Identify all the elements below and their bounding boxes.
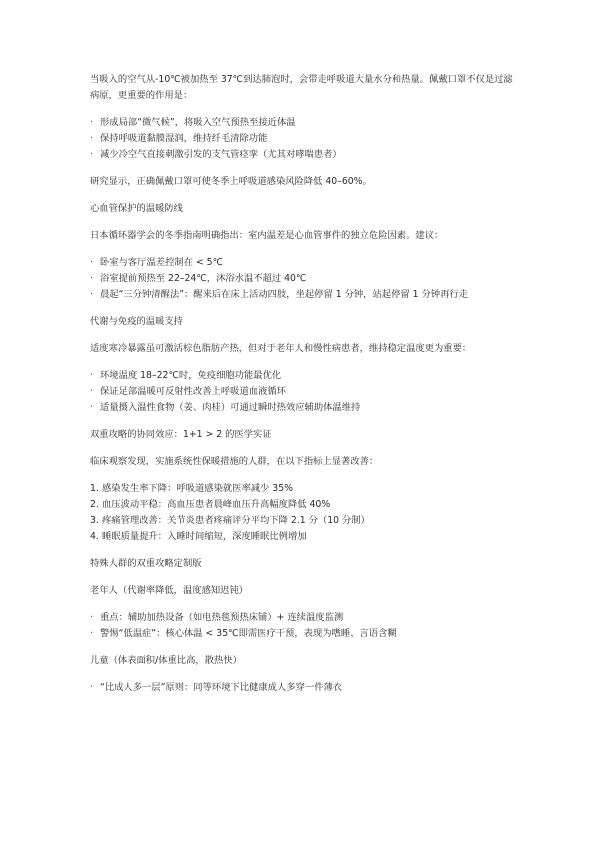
list-item: · 重点：辅助加热设备（如电热毯预热床铺）+ 连续温度监测 <box>90 612 344 623</box>
section-heading-metabolic: 代谢与免疫的温暖支持 <box>90 316 183 327</box>
section-heading-special: 特殊人群的双重攻略定制版 <box>90 558 202 569</box>
subheading-elderly: 老年人（代谢率降低，温度感知迟钝） <box>90 585 249 596</box>
list-item: 1. 感染发生率下降：呼吸道感染就医率减少 35% <box>90 483 293 494</box>
cardio-paragraph: 日本循环器学会的冬季指南明确指出：室内温差是心血管事件的独立危险因素。建议： <box>90 230 444 241</box>
section-heading-cardio: 心血管保护的温暖防线 <box>90 203 183 214</box>
section-heading-synergy: 双重攻略的协同效应：1+1 > 2 的医学实证 <box>90 429 272 440</box>
children-list <box>90 680 520 696</box>
mask-benefits-list <box>90 115 520 163</box>
list-item: · “比成人多一层”原则：同等环境下比健康成人多穿一件薄衣 <box>90 682 343 693</box>
list-item: 3. 疼痛管理改善：关节炎患者疼痛评分平均下降 2.1 分（10 分制） <box>90 515 370 526</box>
intro-paragraph: 当吸入的空气从-10℃被加热至 37℃到达肺泡时，会带走呼吸道大量水分和热量。佩戴口罩不仅是过滤病原，更重要的作用是： <box>90 74 513 101</box>
list-item: · 浴室提前预热至 22–24℃，沐浴水温不超过 40℃ <box>90 273 307 284</box>
metabolic-list <box>90 368 520 416</box>
synergy-paragraph: 临床观察发现，实施系统性保暖措施的人群，在以下指标上显著改善： <box>90 456 379 467</box>
list-item: · 环境温度 18–22℃时，免疫细胞功能最优化 <box>90 370 282 381</box>
list-item: · 卧室与客厅温差控制在 < 5℃ <box>90 257 224 268</box>
list-item: · 保证足部温暖可反射性改善上呼吸道血液循环 <box>90 386 286 397</box>
research-paragraph: 研究显示，正确佩戴口罩可使冬季上呼吸道感染风险降低 40–60%。 <box>90 176 372 187</box>
list-item: 4. 睡眠质量提升：入睡时间缩短，深度睡眠比例增加 <box>90 531 307 542</box>
synergy-results-list <box>90 481 520 545</box>
list-item: · 适量摄入温性食物（姜、肉桂）可通过瞬时热效应辅助体温维持 <box>90 402 361 413</box>
elderly-list <box>90 610 520 642</box>
list-item: · 晨起“三分钟清醒法”：醒来后在床上活动四肢，坐起停留 1 分钟，站起停留 1 分钟再行走 <box>90 289 468 300</box>
subheading-children: 儿童（体表面积/体重比高，散热快） <box>90 655 242 666</box>
document-body <box>90 72 520 707</box>
list-item: · 保持呼吸道黏膜湿润，维持纤毛清除功能 <box>90 133 268 144</box>
list-item: · 减少冷空气直接刺激引发的支气管痉挛（尤其对哮喘患者） <box>90 149 342 160</box>
metabolic-paragraph: 适度寒冷暴露虽可激活棕色脂肪产热，但对于老年人和慢性病患者，维持稳定温度更为重要： <box>90 343 472 354</box>
list-item: · 形成局部“微气候”，将吸入空气预热至接近体温 <box>90 117 296 128</box>
list-item: 2. 血压波动平稳：高血压患者晨峰血压升高幅度降低 40% <box>90 499 331 510</box>
cardio-recommendations-list <box>90 255 520 303</box>
list-item: · 警惕“低温症”：核心体温 < 35℃即需医疗干预，表现为嗜睡、言语含糊 <box>90 628 397 639</box>
